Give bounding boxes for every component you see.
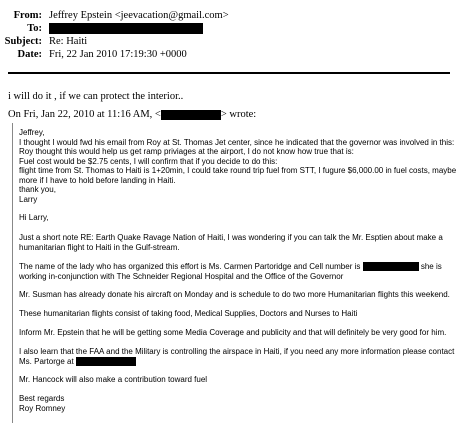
quoted-line: Roy thought this would help us get ramp priviages at the airport, I do not know how true that is: <box>19 147 354 156</box>
attribution-prefix: On Fri, Jan 22, 2010 at 11:16 AM, < <box>8 109 161 120</box>
paragraph-line: Just a short note RE: Earth Quake Ravage Nation of Haiti, I was wondering if you can talk the Mr. Esptien about make a <box>19 233 443 242</box>
quoted-line: Fuel cost would be $2.75 cents, I will confirm that if you decide to do this: <box>19 156 278 166</box>
quoted-line: Jeffrey, <box>19 128 45 137</box>
subject-value: Re: Haiti <box>49 36 88 47</box>
paragraph-line: I also learn that the FAA and the Military is controlling the airspace in Haiti, if you need any more information please contact <box>19 347 455 356</box>
to-label: To: <box>27 23 42 34</box>
paragraph-line: working in-conjunction with The Schneider Regional Hospital and the Office of the Governor <box>19 271 344 281</box>
to-redacted <box>49 22 203 35</box>
contact-text-tail: she is <box>420 262 442 271</box>
signoff: Best regards <box>19 394 65 403</box>
paragraph-line: humanitarian flight to Haiti in the Gulf-stream. <box>19 242 180 252</box>
paragraph-line: Mr. Susman has already donate his aircraft on Monday and is schedule to do two more Humanitarian flights this weekend. <box>19 290 450 299</box>
contact-text: The name of the lady who has organized this effort is Ms. Carmen Partoridge and Cell number is <box>19 262 361 271</box>
quoted-line: thank you, <box>19 185 56 194</box>
quoted-line: I thought I would fwd his email from Roy at St. Thomas Jet center, since he indicated that the governor was involved in this: <box>19 137 455 147</box>
date-value: Fri, 22 Jan 2010 17:19:30 +0000 <box>49 49 187 60</box>
paragraph-line <box>19 357 136 367</box>
subject-label: Subject: <box>4 36 42 47</box>
signature: Roy Romney <box>19 403 66 413</box>
attribution-suffix: > wrote: <box>220 109 257 120</box>
contact-text: Ms. Partorge at <box>19 356 74 366</box>
attribution-line <box>8 108 256 121</box>
quoted-line: more if I have to hold before landing in Haiti. <box>19 175 176 185</box>
header-divider <box>8 72 450 74</box>
date-label: Date: <box>17 49 42 60</box>
paragraph-line: Mr. Hancock will also make a contribution toward fuel <box>19 375 208 384</box>
contact-redacted <box>76 357 136 366</box>
paragraph-line <box>19 262 442 272</box>
phone-redacted <box>363 262 419 271</box>
from-label: From: <box>13 10 42 21</box>
quoted-line: flight time from St. Thomas to Haiti is 1+20min, I could take round trip fuel from STT, I fugure $6,000.00 in fuel costs, maybe <box>19 166 457 175</box>
paragraph-line: These humanitarian flights consist of taking food, Medical Supplies, Doctors and Nurses to Haiti <box>19 309 358 318</box>
reply-text: i will do it , if we can protect the interior.. <box>8 91 184 102</box>
from-value: Jeffrey Epstein <jeevacation@gmail.com> <box>49 10 229 21</box>
quoted-line: Larry <box>19 194 38 204</box>
paragraph-line: Inform Mr. Epstein that he will be getting some Media Coverage and publicity and that will definitely be very good for him. <box>19 328 447 337</box>
attribution-redacted <box>161 110 221 120</box>
greeting: Hi Larry, <box>19 213 49 222</box>
